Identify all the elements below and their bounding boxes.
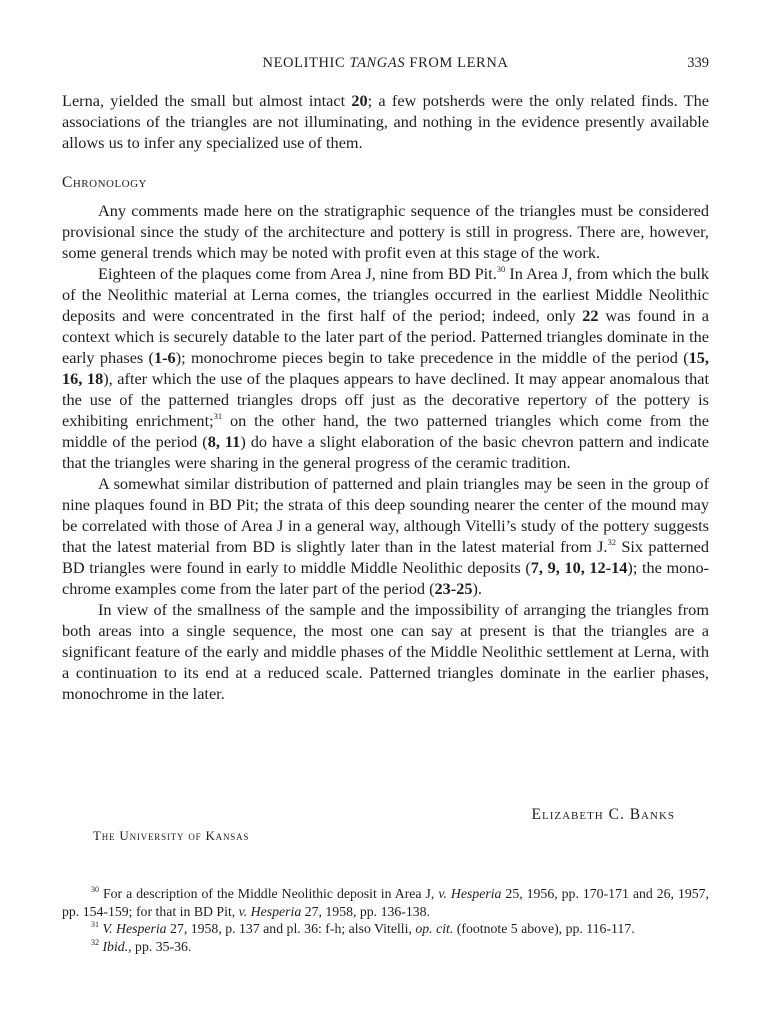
- intro-paragraph: Lerna, yielded the small but almost intact 20; a few potsherds were the only related finds. The associations of the triangles are not illuminating, and nothing in the evidence presently available allows us to infer any specialized use of them.: [62, 91, 709, 152]
- running-title-italic: TANGAS: [349, 55, 406, 71]
- footnote: $^{31}$ V. Hesperia 27, 1958, p. 137 and pl. 36: f-h; also Vitelli, op. cit. (footnote 5 above), pp. 116-117.: [91, 920, 635, 937]
- footnote: $^{30}$ For a description of the Middle Neolithic deposit in Area J, v. Hesperia 25, 1956, pp. 170-171 and 26, 1957, pp. 154-159; for that in BD Pit, v. Hesperia 27, 1958, pp. 136-138.: [62, 885, 710, 919]
- paragraph: Any comments made here on the stratigraphic sequence of the triangles must be considered provisional since the study of the architecture and pottery is still in progress. There are, however, some general trends which may be noted with profit even at this stage of the work.: [62, 201, 709, 262]
- author-signature: Elizabeth C. Banks: [531, 806, 675, 823]
- chronology-section: [62, 200, 709, 704]
- paragraph: In view of the smallness of the sample and the impossibility of arranging the triangles from both areas into a single sequence, the most one can say at present is that the triangles are a significant feature of the early and middle phases of the Middle Neolithic settlement at Lerna, with a continuation to its end at a reduced scale. Patterned triangles dominate in the earlier phases, monochrome in the later.: [62, 600, 709, 703]
- catalog-ref: 8, 11: [207, 432, 241, 451]
- page-number: 339: [687, 55, 709, 71]
- footnote: $^{32}$ Ibid., pp. 35-36.: [91, 937, 192, 954]
- footnote-number: 32: [91, 937, 99, 947]
- footnote-ref: 32: [607, 537, 616, 547]
- section-heading: Chronology: [62, 174, 148, 191]
- footnote-ref: 30: [496, 264, 506, 274]
- footnote-number: 31: [91, 920, 99, 930]
- catalog-ref: 22: [582, 306, 599, 325]
- footnote-ref: 31: [213, 411, 223, 421]
- catalog-ref: 20: [351, 91, 368, 110]
- running-title: NEOLITHIC TANGAS FROM LERNA: [262, 55, 509, 71]
- footnotes: [62, 885, 709, 955]
- footnote-number: 30: [91, 885, 99, 894]
- running-header: [62, 55, 709, 75]
- author-affiliation: The University of Kansas: [93, 828, 250, 843]
- paragraph: Eighteen of the plaques come from Area J, nine from BD Pit.$^{30}$ In Area J, from which the bulk of the Neolithic material at Lerna comes, the triangles occurred in the earliest Middle Neolithic deposits and were concentrated in the first half of the period; indeed, only 22 was found in a context which is securely datable to the later part of the period. Patterned triangles dominate in the early phases (1-6); monochrome pieces begin to take precedence in the middle of the period (15, 16, 18), after which the use of the plaques appears to have declined. It may appear anomalous that the use of the patterned triangles drops off just as the decorative repertory of the pottery is exhibiting enrichment;$^{31}$ on the other hand, the two patterned triangles which come from the middle of the period (8, 11) do have a slight elaboration of the basic chevron pattern and indicate that the triangles were sharing in the general progress of the ceramic tradition.: [62, 264, 710, 472]
- catalog-ref: 7, 9, 10, 12-14: [530, 558, 628, 577]
- catalog-ref: 15, 16, 18: [62, 348, 709, 388]
- catalog-ref: 1-6: [153, 348, 176, 367]
- catalog-ref: 23-25: [434, 579, 473, 598]
- paragraph: A somewhat similar distribution of patterned and plain triangles may be seen in the group of nine plaques found in BD Pit; the strata of this deep sounding nearer the center of the mound may be correlated with those of Area J in a general way, although Vitelli’s study of the pottery suggests that the latest material from BD is slightly later than in the latest material from J.$^{32}$ Six patterned BD triangles were found in early to middle Middle Neolithic deposits (7, 9, 10, 12-14); the monochrome examples come from the later part of the period (23-25).: [62, 474, 710, 598]
